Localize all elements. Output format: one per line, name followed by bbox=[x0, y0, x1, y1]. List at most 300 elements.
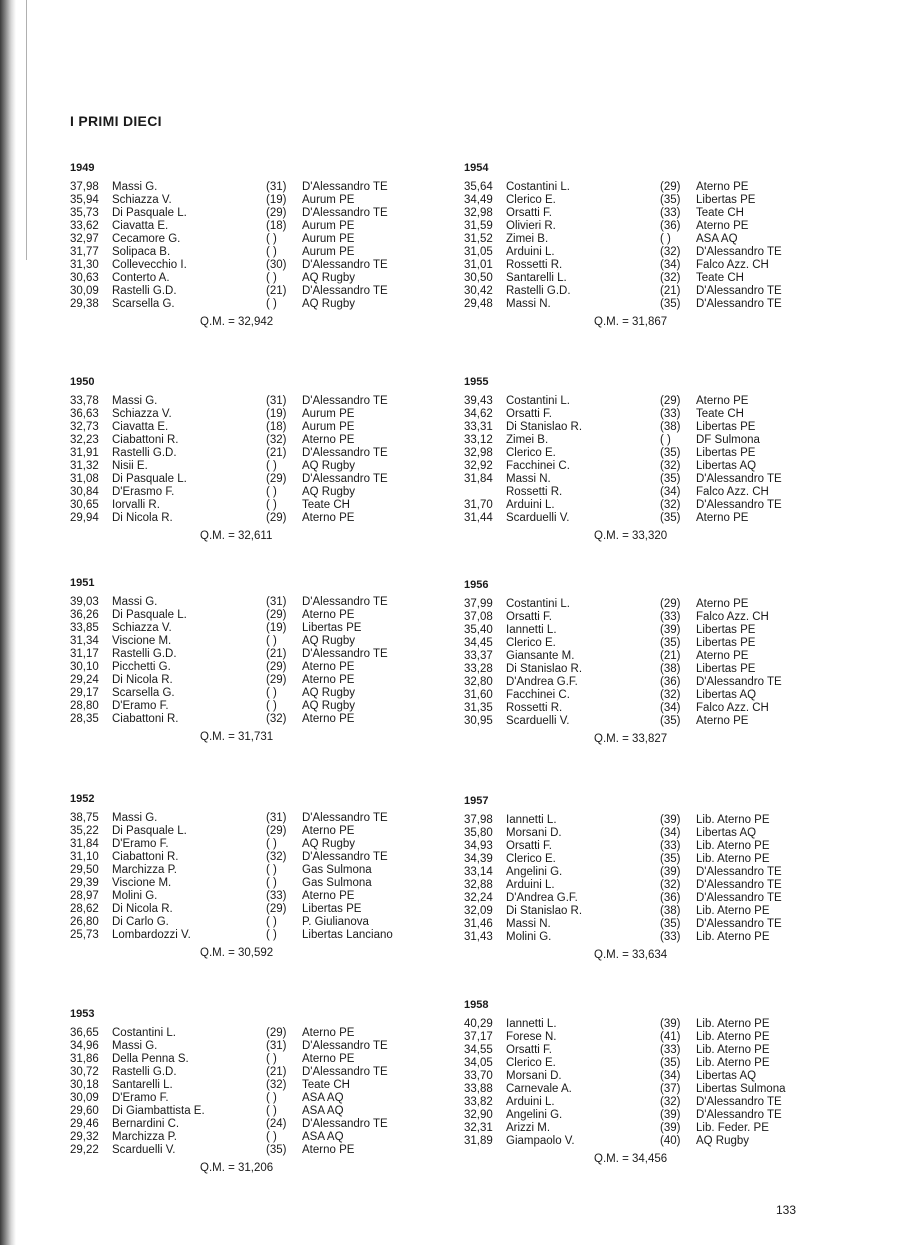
result-time: 32,31 bbox=[464, 1122, 493, 1134]
athlete-code: (35) bbox=[660, 853, 681, 865]
year-block bbox=[70, 161, 430, 332]
athlete-name: D'Eramo F. bbox=[112, 838, 169, 850]
result-time: 29,24 bbox=[70, 674, 99, 686]
athlete-code: ( ) bbox=[266, 635, 277, 647]
result-row bbox=[70, 609, 430, 622]
result-time: 33,31 bbox=[464, 421, 493, 433]
result-time: 33,70 bbox=[464, 1070, 493, 1082]
result-row bbox=[464, 663, 824, 676]
result-time: 28,97 bbox=[70, 890, 99, 902]
result-time: 36,63 bbox=[70, 408, 99, 420]
result-time: 38,75 bbox=[70, 812, 99, 824]
result-time: 30,09 bbox=[70, 285, 99, 297]
result-row bbox=[464, 421, 824, 434]
result-row bbox=[70, 635, 430, 648]
result-time: 33,28 bbox=[464, 663, 493, 675]
result-time: 31,89 bbox=[464, 1135, 493, 1147]
club-name: D'Alessandro TE bbox=[302, 473, 388, 485]
athlete-code: (36) bbox=[660, 892, 681, 904]
athlete-name: Clerico E. bbox=[506, 1057, 556, 1069]
result-row bbox=[464, 408, 824, 421]
result-time: 31,10 bbox=[70, 851, 99, 863]
result-time: 29,46 bbox=[70, 1118, 99, 1130]
athlete-name: Rossetti R. bbox=[506, 259, 563, 271]
result-row bbox=[70, 1105, 430, 1118]
year-block bbox=[70, 1007, 430, 1178]
athlete-code: (32) bbox=[660, 246, 681, 258]
average-value: Q.M. = 34,456 bbox=[594, 1153, 668, 1165]
result-time: 31,43 bbox=[464, 931, 493, 943]
athlete-code: (41) bbox=[660, 1031, 681, 1043]
result-time: 37,08 bbox=[464, 611, 493, 623]
athlete-name: Scarduelli V. bbox=[112, 1144, 176, 1156]
result-time: 32,23 bbox=[70, 434, 99, 446]
club-name: D'Alessandro TE bbox=[302, 1118, 388, 1130]
athlete-name: Arduini L. bbox=[506, 246, 555, 258]
average-row bbox=[70, 731, 430, 747]
athlete-name: Marchizza P. bbox=[112, 1131, 177, 1143]
result-time: 33,12 bbox=[464, 434, 493, 446]
result-row bbox=[464, 931, 824, 944]
athlete-name: Costantini L. bbox=[112, 1027, 176, 1039]
club-name: D'Alessandro TE bbox=[302, 812, 388, 824]
athlete-name: Di Stanislao R. bbox=[506, 905, 583, 917]
athlete-name: Di Giambattista E. bbox=[112, 1105, 205, 1117]
athlete-code: ( ) bbox=[266, 499, 277, 511]
result-row bbox=[70, 486, 430, 499]
club-name: Aterno PE bbox=[302, 661, 355, 673]
result-row bbox=[464, 473, 824, 486]
result-row bbox=[70, 207, 430, 220]
athlete-name: Lombardozzi V. bbox=[112, 929, 191, 941]
club-name: P. Giulianova bbox=[302, 916, 369, 928]
athlete-code: (32) bbox=[266, 1079, 287, 1091]
athlete-code: ( ) bbox=[266, 272, 277, 284]
athlete-code: (21) bbox=[660, 285, 681, 297]
athlete-code: (34) bbox=[660, 827, 681, 839]
athlete-code: (29) bbox=[266, 1027, 287, 1039]
club-name: D'Alessandro TE bbox=[696, 892, 782, 904]
average-row bbox=[70, 947, 430, 963]
result-time: 32,90 bbox=[464, 1109, 493, 1121]
result-row bbox=[70, 460, 430, 473]
year-heading: 1954 bbox=[464, 162, 489, 174]
athlete-code: ( ) bbox=[266, 1105, 277, 1117]
athlete-code: ( ) bbox=[266, 700, 277, 712]
result-time: 26,80 bbox=[70, 916, 99, 928]
club-name: Libertas AQ bbox=[696, 689, 757, 701]
athlete-code: (32) bbox=[660, 499, 681, 511]
result-time: 31,59 bbox=[464, 220, 493, 232]
athlete-code: (33) bbox=[660, 931, 681, 943]
athlete-name: Rossetti R. bbox=[506, 486, 563, 498]
club-name: Aterno PE bbox=[696, 181, 749, 193]
athlete-name: Massi G. bbox=[112, 181, 158, 193]
athlete-code: (32) bbox=[660, 879, 681, 891]
athlete-name: Iannetti L. bbox=[506, 1018, 557, 1030]
athlete-name: D'Eramo F. bbox=[112, 1092, 169, 1104]
athlete-name: Di Pasquale L. bbox=[112, 207, 187, 219]
athlete-name: Carnevale A. bbox=[506, 1083, 572, 1095]
result-row bbox=[70, 929, 430, 942]
result-time: 31,08 bbox=[70, 473, 99, 485]
athlete-code: (32) bbox=[660, 460, 681, 472]
result-time: 31,44 bbox=[464, 512, 493, 524]
average-row bbox=[70, 530, 430, 546]
club-name: ASA AQ bbox=[302, 1092, 344, 1104]
average-row bbox=[464, 530, 824, 546]
result-time: 29,94 bbox=[70, 512, 99, 524]
athlete-name: Clerico E. bbox=[506, 637, 556, 649]
athlete-code: (29) bbox=[266, 512, 287, 524]
result-row bbox=[464, 434, 824, 447]
result-time: 31,35 bbox=[464, 702, 493, 714]
club-name: DF Sulmona bbox=[696, 434, 760, 446]
athlete-name: Massi G. bbox=[112, 1040, 158, 1052]
result-time: 32,09 bbox=[464, 905, 493, 917]
athlete-name: Marchizza P. bbox=[112, 864, 177, 876]
club-name: Aterno PE bbox=[302, 890, 355, 902]
club-name: Libertas AQ bbox=[696, 460, 757, 472]
athlete-code: (19) bbox=[266, 622, 287, 634]
club-name: Aterno PE bbox=[302, 512, 355, 524]
year-heading: 1953 bbox=[70, 1008, 95, 1020]
club-name: D'Alessandro TE bbox=[696, 246, 782, 258]
result-row bbox=[70, 825, 430, 838]
club-name: D'Alessandro TE bbox=[696, 499, 782, 511]
club-name: Falco Azz. CH bbox=[696, 611, 769, 623]
club-name: D'Alessandro TE bbox=[302, 447, 388, 459]
athlete-code: (32) bbox=[266, 713, 287, 725]
result-row bbox=[464, 1135, 824, 1148]
result-row bbox=[70, 903, 430, 916]
result-row bbox=[70, 622, 430, 635]
athlete-code: (29) bbox=[266, 674, 287, 686]
result-row bbox=[464, 689, 824, 702]
result-time: 31,84 bbox=[464, 473, 493, 485]
result-row bbox=[70, 1118, 430, 1131]
athlete-code: ( ) bbox=[266, 687, 277, 699]
athlete-code: (33) bbox=[660, 1044, 681, 1056]
athlete-name: Di Pasquale L. bbox=[112, 473, 187, 485]
result-time: 32,80 bbox=[464, 676, 493, 688]
club-name: Aurum PE bbox=[302, 220, 355, 232]
athlete-name: Di Pasquale L. bbox=[112, 609, 187, 621]
athlete-code: ( ) bbox=[266, 246, 277, 258]
club-name: Teate CH bbox=[696, 272, 744, 284]
club-name: Lib. Aterno PE bbox=[696, 853, 770, 865]
athlete-code: (32) bbox=[660, 689, 681, 701]
athlete-code: (29) bbox=[266, 825, 287, 837]
result-row bbox=[70, 272, 430, 285]
year-block bbox=[464, 998, 824, 1169]
club-name: Aterno PE bbox=[302, 674, 355, 686]
athlete-name: Massi N. bbox=[506, 473, 551, 485]
result-row bbox=[464, 814, 824, 827]
average-value: Q.M. = 32,942 bbox=[200, 316, 274, 328]
athlete-code: (29) bbox=[266, 207, 287, 219]
result-row bbox=[70, 181, 430, 194]
athlete-name: Rastelli G.D. bbox=[112, 648, 177, 660]
result-row bbox=[70, 851, 430, 864]
athlete-name: Costantini L. bbox=[506, 181, 570, 193]
result-time: 32,88 bbox=[464, 879, 493, 891]
athlete-name: Scarduelli V. bbox=[506, 715, 570, 727]
athlete-code: (34) bbox=[660, 486, 681, 498]
scan-edge-shadow bbox=[0, 0, 16, 1245]
athlete-name: Rastelli G.D. bbox=[112, 285, 177, 297]
result-time: 37,98 bbox=[464, 814, 493, 826]
result-row bbox=[464, 1109, 824, 1122]
athlete-code: (39) bbox=[660, 1122, 681, 1134]
athlete-name: Costantini L. bbox=[506, 598, 570, 610]
athlete-name: Scarduelli V. bbox=[506, 512, 570, 524]
club-name: D'Alessandro TE bbox=[302, 851, 388, 863]
club-name: D'Alessandro TE bbox=[302, 207, 388, 219]
athlete-name: Di Stanislao R. bbox=[506, 421, 583, 433]
result-row bbox=[70, 1053, 430, 1066]
result-row bbox=[70, 812, 430, 825]
result-time: 31,32 bbox=[70, 460, 99, 472]
scan-edge-line bbox=[26, 0, 27, 260]
result-time: 35,64 bbox=[464, 181, 493, 193]
result-row bbox=[70, 220, 430, 233]
year-block bbox=[464, 161, 824, 332]
club-name: Aterno PE bbox=[302, 1053, 355, 1065]
average-value: Q.M. = 33,634 bbox=[594, 949, 668, 961]
result-row bbox=[464, 259, 824, 272]
club-name: Lib. Aterno PE bbox=[696, 931, 770, 943]
result-time: 40,29 bbox=[464, 1018, 493, 1030]
athlete-name: Cecamore G. bbox=[112, 233, 181, 245]
result-row bbox=[70, 512, 430, 525]
result-row bbox=[464, 181, 824, 194]
result-row bbox=[70, 1131, 430, 1144]
club-name: Aterno PE bbox=[302, 1027, 355, 1039]
result-row bbox=[70, 194, 430, 207]
result-row bbox=[70, 1027, 430, 1040]
athlete-code: ( ) bbox=[266, 460, 277, 472]
result-row bbox=[464, 1044, 824, 1057]
club-name: Falco Azz. CH bbox=[696, 486, 769, 498]
athlete-code: ( ) bbox=[266, 1131, 277, 1143]
athlete-name: Santarelli L. bbox=[506, 272, 567, 284]
average-value: Q.M. = 32,611 bbox=[200, 530, 273, 542]
athlete-code: (31) bbox=[266, 596, 287, 608]
athlete-code: (35) bbox=[660, 194, 681, 206]
athlete-code: (24) bbox=[266, 1118, 287, 1130]
athlete-name: Viscione M. bbox=[112, 877, 172, 889]
athlete-name: Ciabattoni R. bbox=[112, 851, 179, 863]
result-time: 30,95 bbox=[464, 715, 493, 727]
athlete-code: (32) bbox=[266, 434, 287, 446]
result-time: 34,49 bbox=[464, 194, 493, 206]
athlete-name: Morsani D. bbox=[506, 1070, 562, 1082]
athlete-name: Clerico E. bbox=[506, 447, 556, 459]
result-row bbox=[464, 246, 824, 259]
athlete-code: (35) bbox=[660, 1057, 681, 1069]
result-time: 34,39 bbox=[464, 853, 493, 865]
athlete-code: (35) bbox=[266, 1144, 287, 1156]
year-heading: 1955 bbox=[464, 376, 489, 388]
club-name: Lib. Aterno PE bbox=[696, 1018, 770, 1030]
result-row bbox=[70, 1066, 430, 1079]
result-row bbox=[464, 395, 824, 408]
result-row bbox=[464, 1057, 824, 1070]
athlete-code: (29) bbox=[266, 609, 287, 621]
average-row bbox=[464, 733, 824, 749]
athlete-name: Arizzi M. bbox=[506, 1122, 551, 1134]
result-row bbox=[70, 1079, 430, 1092]
result-row bbox=[464, 840, 824, 853]
club-name: D'Alessandro TE bbox=[302, 596, 388, 608]
average-value: Q.M. = 30,592 bbox=[200, 947, 274, 959]
club-name: D'Alessandro TE bbox=[696, 676, 782, 688]
result-time: 37,17 bbox=[464, 1031, 493, 1043]
athlete-code: (38) bbox=[660, 663, 681, 675]
club-name: Falco Azz. CH bbox=[696, 702, 769, 714]
athlete-name: Rastelli G.D. bbox=[112, 447, 177, 459]
athlete-code: (39) bbox=[660, 866, 681, 878]
result-time: 30,42 bbox=[464, 285, 493, 297]
result-row bbox=[464, 486, 824, 499]
result-time: 33,88 bbox=[464, 1083, 493, 1095]
athlete-name: Massi G. bbox=[112, 812, 158, 824]
athlete-code: (35) bbox=[660, 512, 681, 524]
athlete-name: Nisii E. bbox=[112, 460, 148, 472]
athlete-name: Bernardini C. bbox=[112, 1118, 180, 1130]
result-row bbox=[464, 676, 824, 689]
result-row bbox=[464, 918, 824, 931]
club-name: Aterno PE bbox=[302, 825, 355, 837]
club-name: AQ Rugby bbox=[302, 486, 356, 498]
club-name: D'Alessandro TE bbox=[302, 259, 388, 271]
result-row bbox=[464, 1031, 824, 1044]
athlete-name: Molini G. bbox=[112, 890, 158, 902]
club-name: Aterno PE bbox=[302, 609, 355, 621]
year-block bbox=[464, 375, 824, 546]
club-name: D'Alessandro TE bbox=[302, 285, 388, 297]
average-value: Q.M. = 31,731 bbox=[200, 731, 274, 743]
athlete-name: Orsatti F. bbox=[506, 611, 553, 623]
year-block bbox=[70, 792, 430, 963]
athlete-code: (21) bbox=[266, 285, 287, 297]
result-time: 37,98 bbox=[70, 181, 99, 193]
club-name: Aterno PE bbox=[696, 395, 749, 407]
athlete-code: (31) bbox=[266, 1040, 287, 1052]
result-row bbox=[464, 598, 824, 611]
club-name: Aterno PE bbox=[302, 1144, 355, 1156]
average-row bbox=[70, 316, 430, 332]
result-time: 35,80 bbox=[464, 827, 493, 839]
athlete-code: (35) bbox=[660, 918, 681, 930]
athlete-code: ( ) bbox=[266, 298, 277, 310]
athlete-name: D'Andrea G.F. bbox=[506, 892, 578, 904]
athlete-name: Facchinei C. bbox=[506, 460, 570, 472]
result-row bbox=[70, 233, 430, 246]
club-name: D'Alessandro TE bbox=[302, 395, 388, 407]
result-row bbox=[464, 512, 824, 525]
athlete-name: Orsatti F. bbox=[506, 1044, 553, 1056]
club-name: D'Alessandro TE bbox=[302, 1066, 388, 1078]
athlete-code: (29) bbox=[266, 903, 287, 915]
year-heading: 1949 bbox=[70, 162, 95, 174]
athlete-name: Massi N. bbox=[506, 918, 551, 930]
club-name: Aterno PE bbox=[302, 434, 355, 446]
athlete-code: (36) bbox=[660, 220, 681, 232]
result-time: 29,32 bbox=[70, 1131, 99, 1143]
year-heading: 1956 bbox=[464, 579, 489, 591]
result-time: 30,65 bbox=[70, 499, 99, 511]
year-block bbox=[464, 794, 824, 965]
result-time: 32,98 bbox=[464, 447, 493, 459]
club-name: D'Alessandro TE bbox=[302, 648, 388, 660]
result-row bbox=[464, 207, 824, 220]
result-row bbox=[464, 1018, 824, 1031]
result-time: 31,84 bbox=[70, 838, 99, 850]
athlete-code: (21) bbox=[266, 648, 287, 660]
result-time: 29,39 bbox=[70, 877, 99, 889]
club-name: D'Alessandro TE bbox=[696, 1109, 782, 1121]
athlete-name: Di Nicola R. bbox=[112, 512, 173, 524]
athlete-name: Solipaca B. bbox=[112, 246, 171, 258]
club-name: Aurum PE bbox=[302, 246, 355, 258]
club-name: AQ Rugby bbox=[302, 687, 356, 699]
athlete-name: Giampaolo V. bbox=[506, 1135, 575, 1147]
result-time: 31,77 bbox=[70, 246, 99, 258]
athlete-code: (29) bbox=[660, 181, 681, 193]
club-name: AQ Rugby bbox=[302, 838, 356, 850]
result-row bbox=[464, 611, 824, 624]
club-name: Libertas PE bbox=[696, 421, 756, 433]
athlete-name: Ciabattoni R. bbox=[112, 434, 179, 446]
result-row bbox=[70, 285, 430, 298]
athlete-code: (32) bbox=[266, 851, 287, 863]
result-row bbox=[70, 1144, 430, 1157]
result-time: 29,22 bbox=[70, 1144, 99, 1156]
club-name: Libertas AQ bbox=[696, 1070, 757, 1082]
result-time: 34,45 bbox=[464, 637, 493, 649]
result-row bbox=[70, 916, 430, 929]
result-row bbox=[70, 1040, 430, 1053]
club-name: Aurum PE bbox=[302, 421, 355, 433]
club-name: Teate CH bbox=[302, 1079, 350, 1091]
athlete-name: D'Erasmo F. bbox=[112, 486, 175, 498]
result-time: 25,73 bbox=[70, 929, 99, 941]
result-row bbox=[464, 1096, 824, 1109]
result-row bbox=[464, 715, 824, 728]
result-time: 28,80 bbox=[70, 700, 99, 712]
result-time: 32,92 bbox=[464, 460, 493, 472]
athlete-name: Ciavatta E. bbox=[112, 220, 169, 232]
club-name: AQ Rugby bbox=[302, 272, 356, 284]
result-time: 33,82 bbox=[464, 1096, 493, 1108]
result-row bbox=[464, 650, 824, 663]
athlete-name: Schiazza V. bbox=[112, 194, 172, 206]
athlete-code: (31) bbox=[266, 812, 287, 824]
result-row bbox=[70, 434, 430, 447]
athlete-code: (19) bbox=[266, 408, 287, 420]
result-row bbox=[70, 890, 430, 903]
year-block bbox=[464, 578, 824, 749]
club-name: Libertas Lanciano bbox=[302, 929, 393, 941]
result-time: 29,50 bbox=[70, 864, 99, 876]
club-name: Aterno PE bbox=[696, 220, 749, 232]
club-name: Libertas PE bbox=[696, 624, 756, 636]
athlete-name: Clerico E. bbox=[506, 853, 556, 865]
athlete-name: Iorvalli R. bbox=[112, 499, 160, 511]
club-name: Aterno PE bbox=[696, 715, 749, 727]
